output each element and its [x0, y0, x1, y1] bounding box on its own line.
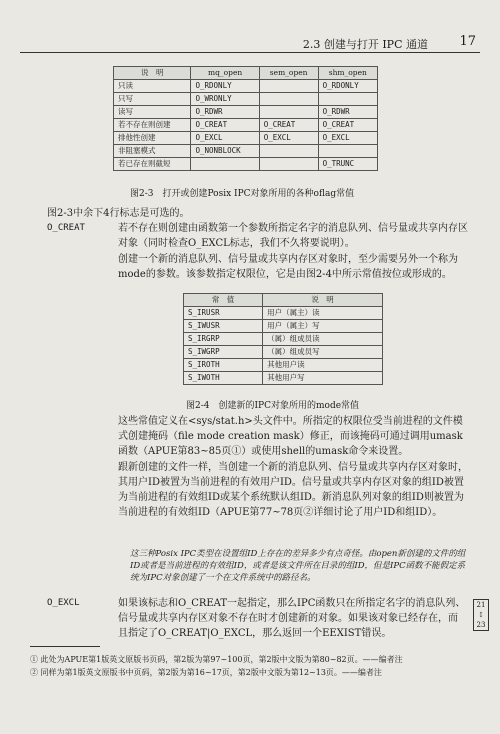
- o-excl-paragraph: 如果该标志和O_CREAT一起指定，那么IPC函数只在所指定名字的消息队列、信号量或共享内存区对象不存在时才创建新的对象。如果该对象已经存在，而且指定了O_CREAT|O_EXCL，那么返回一个EEXIST错误。: [118, 598, 466, 639]
- mode-table-cell: 用户（属主）写: [263, 320, 383, 333]
- mode-table-header-1: 说 明: [263, 294, 383, 307]
- oflag-table-cell: O_CREAT: [259, 119, 318, 132]
- footnote-rule: [30, 646, 100, 647]
- oflag-table: [113, 66, 378, 171]
- oflag-table-row: [114, 132, 378, 145]
- oflag-table-cell: O_RDONLY: [318, 80, 377, 93]
- body-paragraph-4: 跟新创建的文件一样，当创建一个新的消息队列、信号量或共享内存区对象时，其用户ID被置为当前进程的有效用户ID。信号量或共享内存区对象的组ID被置为当前进程的有效组ID或某个系统默认组ID。新消息队列对象的组ID则被置为当前进程的有效组ID（APUE第77~78页②详细讨论了用户ID和组ID）。: [118, 462, 468, 518]
- mode-table-row: [184, 320, 383, 333]
- mode-table-header-0: 常 值: [184, 294, 263, 307]
- oflag-table-row: [114, 158, 378, 171]
- oflag-table-row: [114, 80, 378, 93]
- oflag-table-cell: O_EXCL: [259, 132, 318, 145]
- oflag-table-cell: O_WRONLY: [191, 93, 259, 106]
- original-page-ref-text: 21 ↕ 23: [476, 601, 486, 629]
- figure-2-4-caption: 图2-4 创建新的IPC对象所用的mode常值: [186, 401, 360, 411]
- oflag-table-cell: O_CREAT: [191, 119, 259, 132]
- figure-2-3-caption: 图2-3 打开或创建Posix IPC对象所用的各种oflag常值: [130, 189, 355, 199]
- oflag-table-cell: O_TRUNC: [318, 158, 377, 171]
- oflag-table-cell: O_EXCL: [191, 132, 259, 145]
- oflag-table-cell: [259, 80, 318, 93]
- mode-table-cell: 其他用户读: [263, 359, 383, 372]
- oflag-table-cell: 只写: [114, 93, 191, 106]
- o-creat-label: O_CREAT: [47, 223, 85, 233]
- oflag-table-cell: [191, 158, 259, 171]
- oflag-table-cell: O_NONBLOCK: [191, 145, 259, 158]
- mode-table-cell: （属）组成员读: [263, 333, 383, 346]
- mode-table-cell: S_IRUSR: [184, 307, 263, 320]
- footnote-2: ② 同样为第1版英文原版书中页码，第2版为第16~17页，第2版中文版为第12~13页。——编者注: [30, 668, 382, 677]
- oflag-table-header-0: 说 明: [114, 67, 191, 80]
- mode-table-cell: 其他用户写: [263, 372, 383, 385]
- o-creat-paragraph-1: 若不存在则创建由函数第一个参数所指定名字的消息队列、信号量或共享内存区对象（同时检查O_EXCL标志，我们不久将要说明）。: [118, 223, 468, 249]
- oflag-table-row: [114, 93, 378, 106]
- oflag-table-cell: 排他性创建: [114, 132, 191, 145]
- oflag-table-cell: 只读: [114, 80, 191, 93]
- mode-table-row: [184, 346, 383, 359]
- mode-table-row: [184, 372, 383, 385]
- mode-table-cell: S_IWUSR: [184, 320, 263, 333]
- mode-table: [183, 293, 383, 385]
- intro-text: 图2-3中余下4行标志是可选的。: [47, 208, 190, 219]
- running-header: [20, 34, 480, 53]
- oflag-table-cell: O_CREAT: [318, 119, 377, 132]
- oflag-table-header-3: shm_open: [318, 67, 377, 80]
- page-number: 17: [459, 34, 476, 49]
- o-excl-label: O_EXCL: [47, 598, 80, 608]
- oflag-table-cell: O_EXCL: [318, 132, 377, 145]
- mode-table-row: [184, 333, 383, 346]
- oflag-table-cell: O_RDWR: [318, 106, 377, 119]
- body-paragraph-3: 这些常值定义在<sys/stat.h>头文件中。所指定的权限位受当前进程的文件模式创建掩码（file mode creation mask）修正，而该掩码可通过调用umask函数（APUE第83~85页①）或使用shell的umask命令来设置。: [118, 416, 463, 457]
- footnote-1: ① 此处为APUE第1版英文原版书页码，第2版为第97~100页，第2版中文版为第80~82页。——编者注: [30, 655, 403, 664]
- mode-table-cell: S_IWGRP: [184, 346, 263, 359]
- oflag-table-cell: 非阻塞模式: [114, 145, 191, 158]
- mode-table-cell: （属）组成员写: [263, 346, 383, 359]
- oflag-table-cell: [259, 106, 318, 119]
- section-title: 2.3 创建与打开 IPC 通道: [302, 38, 428, 51]
- oflag-table-cell: O_RDWR: [191, 106, 259, 119]
- original-page-ref: [473, 599, 489, 631]
- oflag-table-cell: [259, 158, 318, 171]
- mode-table-cell: S_IRGRP: [184, 333, 263, 346]
- mode-table-cell: S_IROTH: [184, 359, 263, 372]
- oflag-table-row: [114, 106, 378, 119]
- oflag-table-cell: [259, 145, 318, 158]
- oflag-table-cell: [259, 93, 318, 106]
- oflag-table-cell: 若不存在则创建: [114, 119, 191, 132]
- mode-table-row: [184, 359, 383, 372]
- oflag-table-header-2: sem_open: [259, 67, 318, 80]
- oflag-table-cell: [318, 145, 377, 158]
- oflag-table-cell: O_RDONLY: [191, 80, 259, 93]
- mode-table-cell: S_IWOTH: [184, 372, 263, 385]
- small-note: 这三种Posix IPC类型在设置组ID上存在的差异多少有点奇怪。由open新创建的文件的组ID或者是当前进程的有效组ID，或者是该文件所在目录的组ID，但是IPC函数不能假定系统为IPC对象创建了一个在文件系统中的路径名。: [130, 549, 466, 583]
- oflag-table-cell: 若已存在则截短: [114, 158, 191, 171]
- mode-table-cell: 用户（属主）读: [263, 307, 383, 320]
- oflag-table-row: [114, 145, 378, 158]
- oflag-table-row: [114, 119, 378, 132]
- oflag-table-cell: [318, 93, 377, 106]
- mode-table-row: [184, 307, 383, 320]
- oflag-table-cell: 读写: [114, 106, 191, 119]
- oflag-table-header-1: mq_open: [191, 67, 259, 80]
- o-creat-paragraph-2: 创建一个新的消息队列、信号量或共享内存区对象时，至少需要另外一个称为mode的参数。该参数指定权限位，它是由图2-4中所示常值按位或形成的。: [118, 254, 458, 280]
